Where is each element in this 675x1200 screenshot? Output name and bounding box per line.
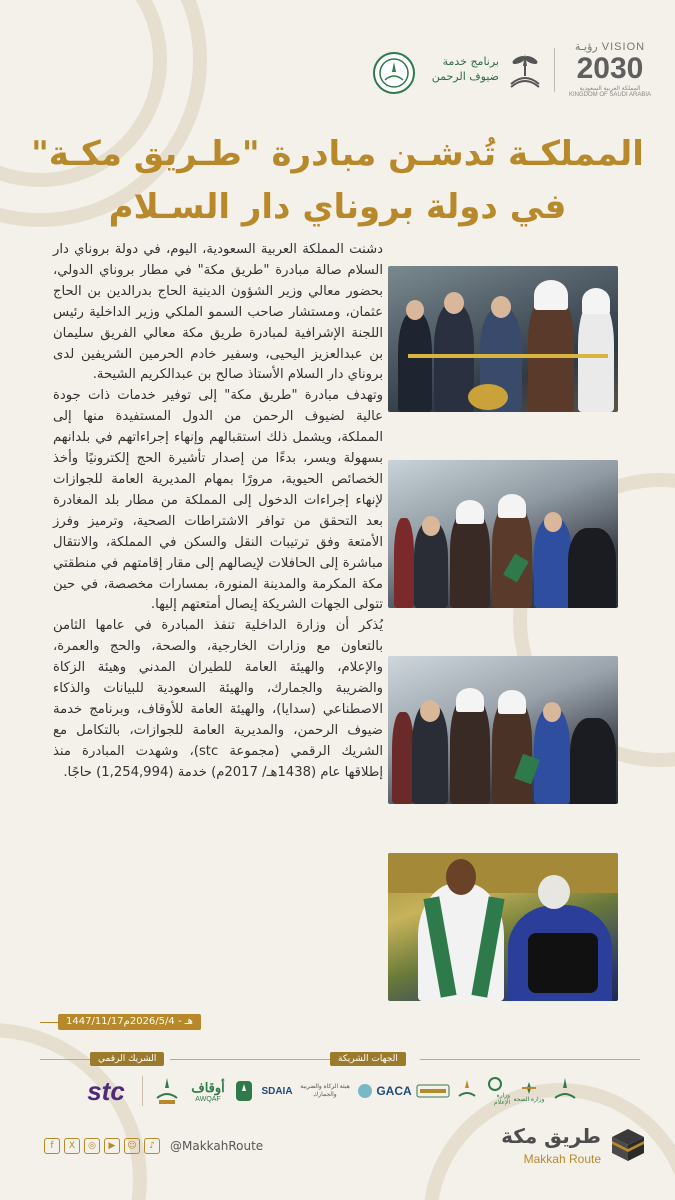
brand-english: Makkah Route — [523, 1152, 601, 1166]
interior-ministry-logo — [550, 1074, 580, 1108]
foreign-affairs-logo — [456, 1074, 478, 1108]
partner-divider — [142, 1076, 143, 1106]
ministry-interior-seal-icon — [373, 52, 415, 94]
hajj-program-logo — [232, 1074, 256, 1108]
title-line-2: في دولة بروناي دار السـلام — [108, 187, 567, 227]
foreign-affairs-icon — [457, 1078, 477, 1104]
health-ministry-label: وزارة الصحة — [513, 1096, 545, 1103]
photo-counter-visit — [388, 460, 618, 608]
date-line — [40, 1022, 58, 1023]
article-body — [53, 240, 383, 784]
snapchat-icon[interactable]: ☺ — [124, 1138, 140, 1154]
photo-ribbon-cutting — [388, 266, 618, 412]
header-logos — [260, 40, 655, 100]
guests-program-line1: برنامج خدمة — [442, 55, 499, 68]
title-line-1: المملكـة تُدشـن مبادرة "طـريق مكـة" — [31, 134, 644, 174]
social-links — [44, 1138, 263, 1154]
hajj-ministry-icon — [416, 1081, 450, 1101]
paragraph-1: دشنت المملكة العربية السعودية، اليوم، في دولة بروناي دار السلام صالة مبادرة "طريق مكة" في مطار بروناي الدولي، بحضور معالي وزير الشؤون الدينية الحاج بدرالدين بن الحاج عثمان، ومستشار صاحب السمو الملكي وزير الداخلية رئيس اللجنة الإشرافية لمبادرة طريق مكة معالي الفريق سليمان بن عبدالعزيز اليحيى، وسفير خادم الحرمين الشريفين لدى بروناي دار السلام الأستاذ صالح بن عبدالكريم الشيحة. — [53, 242, 383, 383]
gaca-logo: GACA — [376, 1084, 412, 1098]
awqaf-logo — [186, 1074, 230, 1108]
health-ministry-icon — [520, 1080, 538, 1096]
vision-word: VISION — [601, 41, 646, 53]
paragraph-3: يُذكر أن وزارة الداخلية تنفذ المبادرة في عامها الثامن بالتعاون مع وزارات الخارجية، والصحة، والحج والعمرة، والإعلام، والهيئة العامة للطيران المدني وهيئة الزكاة والضريبة والجمارك، والهيئة السعودية للبيانات والذكاء الاصطناعي (سدايا)، والهيئة العامة للأوقاف، وبرنامج خدمة ضيوف الرحمن، والمديرية العامة للجوازات، بالتكامل مع الشريك الرقمي (مجموعة stc)، وشهدت المبادرة منذ إطلاقها عام (1438هـ/ 2017م) خدمة (1,254,994) حاجًا. — [53, 618, 383, 780]
health-ministry-logo — [512, 1074, 546, 1108]
guests-program-line2: ضيوف الرحمن — [431, 70, 499, 83]
sdaia-logo: SDAIA — [261, 1085, 293, 1097]
media-ministry-label: وزارة الإعلام — [494, 1093, 510, 1106]
awqaf-en: AWQAF — [195, 1095, 221, 1103]
makkah-route-logo — [487, 1124, 647, 1172]
photo-hall-officer — [388, 853, 618, 1001]
awqaf-ar: أوقاف — [191, 1079, 225, 1095]
stc-logo: stc — [87, 1075, 125, 1106]
hajj-program-icon — [234, 1079, 254, 1103]
partner-logos — [80, 1070, 647, 1114]
media-ministry-logo — [480, 1074, 510, 1108]
zakat-logo: هيئة الزكاة والضريبة والجمارك — [300, 1084, 350, 1098]
digital-label-line — [40, 1059, 90, 1060]
kaaba-cube-icon — [609, 1126, 647, 1164]
brand-arabic: طريق مكة — [501, 1124, 601, 1148]
partners-label: الجهات الشريكة — [330, 1052, 406, 1066]
article-title — [30, 132, 645, 230]
guests-program-logo — [432, 54, 499, 84]
partners-label-line-right — [420, 1059, 640, 1060]
x-twitter-icon[interactable]: X — [64, 1138, 80, 1154]
digital-partner-label: الشريك الرقمي — [90, 1052, 164, 1066]
partners-label-line-left — [170, 1059, 330, 1060]
passports-logo — [150, 1074, 184, 1108]
instagram-icon[interactable]: ◎ — [84, 1138, 100, 1154]
vision-2030-logo — [565, 40, 655, 98]
health-circle-logo — [356, 1074, 374, 1108]
youtube-icon[interactable]: ▶ — [104, 1138, 120, 1154]
social-handle[interactable]: @MakkahRoute — [170, 1139, 264, 1153]
facebook-icon[interactable]: f — [44, 1138, 60, 1154]
publish-date: 1447/11/17هـ - 2026/5/4م — [58, 1014, 201, 1030]
vision-arabic: رؤيـة — [574, 41, 598, 53]
interior-ministry-icon — [552, 1076, 578, 1106]
health-circle-icon — [357, 1083, 373, 1099]
logo-divider — [554, 48, 555, 92]
tiktok-icon[interactable]: ♪ — [144, 1138, 160, 1154]
paragraph-2: وتهدف مبادرة "طريق مكة" إلى توفير خدمات ذات جودة عالية لضيوف الرحمن من الدول المستفيدة منها إلى المملكة، ويشمل ذلك استقبالهم وإنهاء إجراءاتهم في بلدانهم بسهولة ويسر، بدءًا من إصدار تأشيرة الحج إلكترونيًا وأخذ الخصائص الحيوية، مرورًا بمهام المديرية العامة للجوازات لإنهاء إجراءات الدخول إلى المملكة من مطار بلد المغادرة بعد التحقق من توافر الاشتراطات الصحية، وترميز وفرز الأمتعة وفق ترتيبات النقل والسكن في المملكة، والانتقال مباشرة إلى الحافلات لإيصالهم إلى مقار إقامتهم في منطقتي مكة المكرمة والمدينة المنورة، بمسارات مخصصة، في حين تتولى الجهات الشريكة إيصال أمتعتهم إليها. — [53, 388, 383, 613]
vision-en-name: KINGDOM OF SAUDI ARABIA — [568, 92, 651, 98]
palm-swords-emblem-icon — [507, 50, 543, 90]
media-ministry-icon — [487, 1076, 503, 1092]
hajj-ministry-logo — [414, 1074, 452, 1108]
vision-year: 2030 — [576, 52, 644, 85]
photo-pilgrim-processing — [388, 656, 618, 804]
vision-ar-name: المملكة العربية السعودية — [579, 86, 641, 92]
passports-emblem-icon — [154, 1076, 180, 1106]
